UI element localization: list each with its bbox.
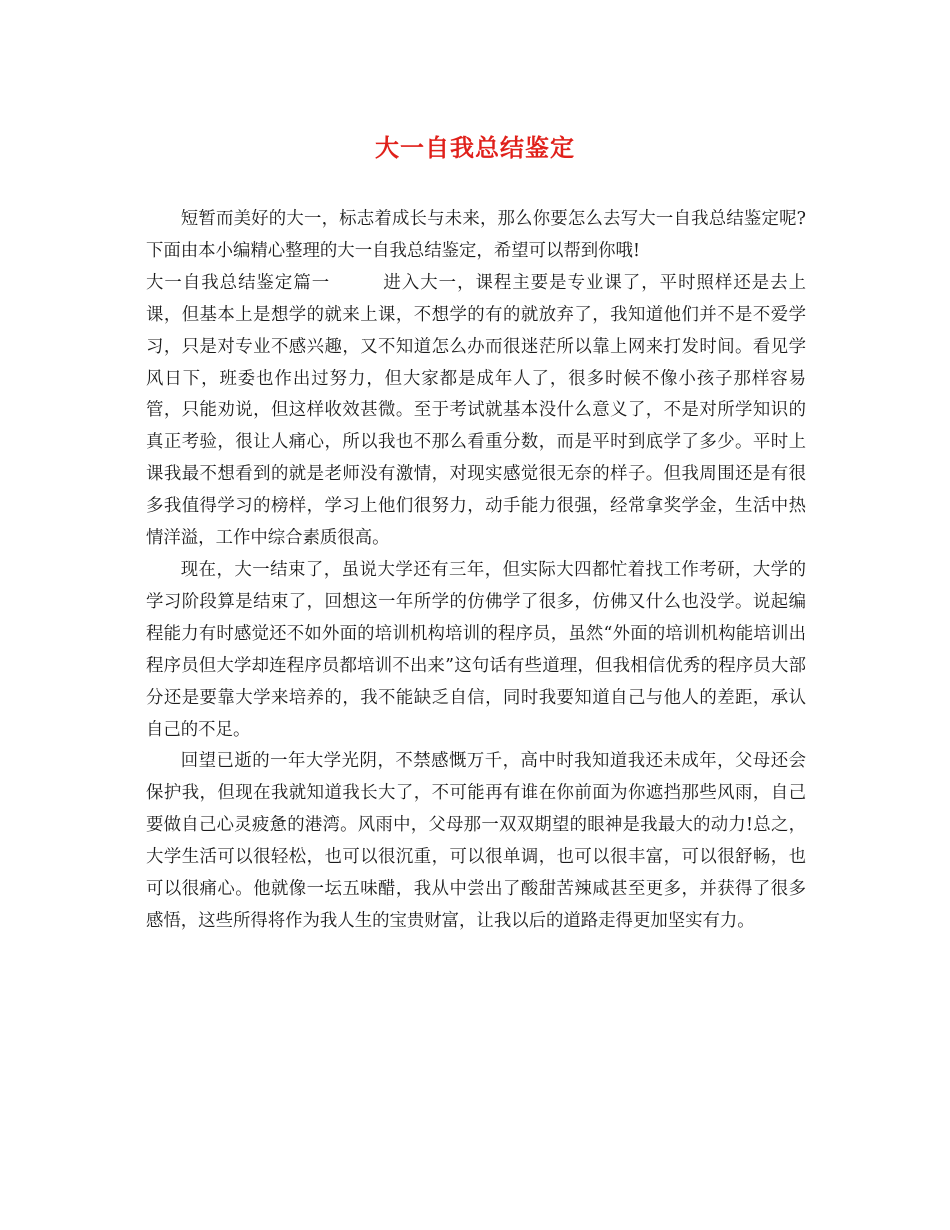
paragraph-3: 回望已逝的一年大学光阴，不禁感慨万千，高中时我知道我还未成年，父母还会保护我，但现在我就知道我长大了，不可能再有谁在你前面为你遮挡那些风雨，自己要做自己心灵疲惫的港湾。风雨中，父母那一双双期望的眼神是我最大的动力!总之，大学生活可以很轻松，也可以很沉重，可以很单调，也可以很丰富，可以很舒畅，也可以很痛心。他就像一坛五味醋，我从中尝出了酸甜苦辣咸甚至更多，并获得了很多感悟，这些所得将作为我人生的宝贵财富，让我以后的道路走得更加坚实有力。	[146, 751, 806, 931]
section1-heading: 大一自我总结鉴定篇一	[146, 272, 331, 293]
intro-paragraph: 短暂而美好的大一，标志着成长与未来，那么你要怎么去写大一自我总结鉴定呢?下面由本小编精心整理的大一自我总结鉴定，希望可以帮到你哦!	[146, 209, 806, 261]
section1-paragraph	[146, 268, 806, 555]
section1-text: 进入大一，课程主要是专业课了，平时照样还是去上课，但基本上是想学的就来上课，不想学的有的就放弃了，我知道他们并不是不爱学习，只是对专业不感兴趣，又不知道怎么办而很迷茫所以靠上网来打发时间。看见学风日下，班委也作出过努力，但大家都是成年人了，很多时候不像小孩子那样容易管，只能劝说，但这样收效甚微。至于考试就基本没什么意义了，不是对所学知识的真正考验，很让人痛心，所以我也不那么看重分数，而是平时到底学了多少。平时上课我最不想看到的就是老师没有激情，对现实感觉很无奈的样子。但我周围还是有很多我值得学习的榜样，学习上他们很努力，动手能力很强，经常拿奖学金，生活中热情洋溢，工作中综合素质很高。	[146, 272, 806, 549]
document-body	[146, 204, 806, 938]
document-title: 大一自我总结鉴定	[375, 134, 575, 162]
paragraph-2: 现在，大一结束了，虽说大学还有三年，但实际大四都忙着找工作考研，大学的学习阶段算是结束了，回想这一年所学的仿佛学了很多，仿佛又什么也没学。说起编程能力有时感觉还不如外面的培训机构培训的程序员，虽然“外面的培训机构能培训出程序员但大学却连程序员都培训不出来”这句话有些道理，但我相信优秀的程序员大部分还是要靠大学来培养的，我不能缺乏自信，同时我要知道自己与他人的差距，承认自己的不足。	[146, 559, 806, 740]
